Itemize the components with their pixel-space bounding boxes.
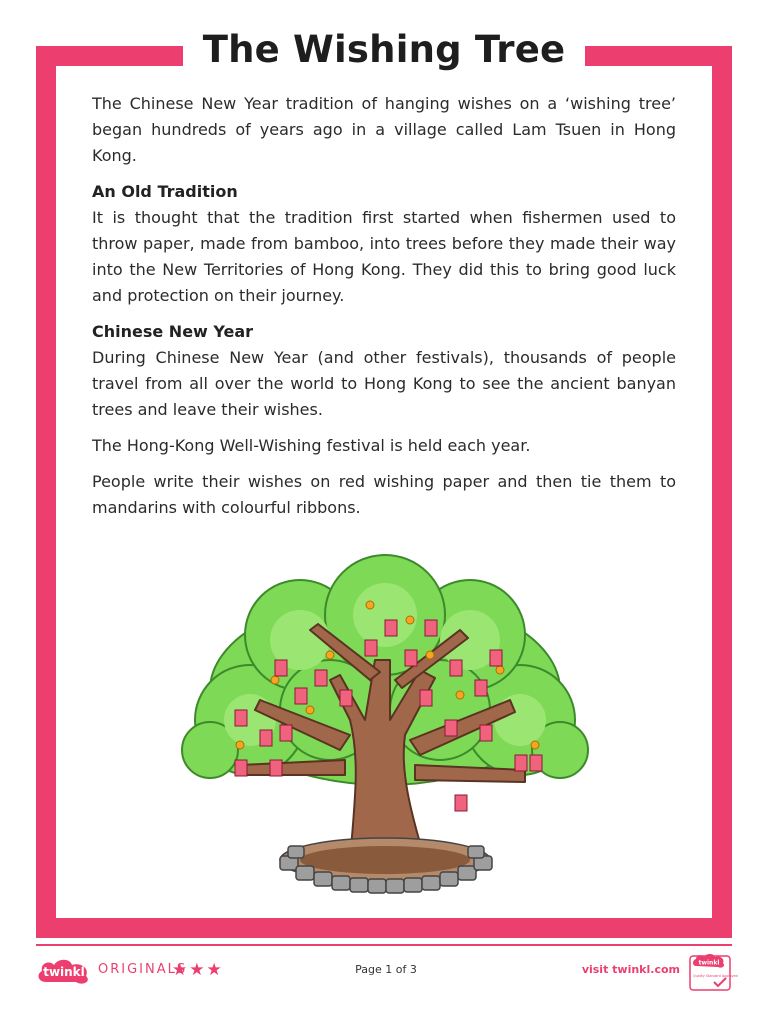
twinkl-logo-text: twinkl <box>43 965 85 979</box>
section-body-old-tradition: It is thought that the tradition first started when fishermen used to throw paper, made from bamboo, into trees before they made their way into the New Territories of Hong Kong. They did this to bring good luck and protection on their journey. <box>92 208 676 305</box>
badge-caption: Quality Standard Approved <box>693 974 738 978</box>
intro-paragraph: The Chinese New Year tradition of hanging wishes on a ‘wishing tree’ began hundreds of years ago in a village called Lam Tsuen in Hong Kong. <box>92 94 676 165</box>
section-heading-chinese-new-year: Chinese New Year <box>92 322 254 341</box>
footer-divider <box>36 944 732 946</box>
originals-label: ORIGINALS <box>98 962 188 977</box>
page-title: The Wishing Tree <box>183 18 586 82</box>
quality-badge-icon <box>688 952 738 992</box>
title-container <box>0 18 768 82</box>
wishing-tree-icon <box>180 560 590 905</box>
badge-logo-text: twinkl <box>698 959 720 967</box>
rating-stars: ★★★ <box>172 960 224 980</box>
wishing-tree-illustration <box>180 560 590 905</box>
page-footer <box>36 952 738 992</box>
article-body <box>92 91 676 531</box>
section-body-chinese-new-year: During Chinese New Year (and other festivals), thousands of people travel from all over the world to Hong Kong to see the ancient banyan trees and leave their wishes. <box>92 348 676 419</box>
section-heading-old-tradition: An Old Tradition <box>92 182 238 201</box>
wishes-paragraph: People write their wishes on red wishing paper and then tie them to mandarins with colourful ribbons. <box>92 472 676 517</box>
page-number: Page 1 of 3 <box>355 963 417 976</box>
festival-paragraph: The Hong-Kong Well-Wishing festival is held each year. <box>92 436 531 455</box>
visit-twinkl-link[interactable]: visit twinkl.com <box>581 963 680 976</box>
twinkl-logo-icon <box>36 956 92 986</box>
